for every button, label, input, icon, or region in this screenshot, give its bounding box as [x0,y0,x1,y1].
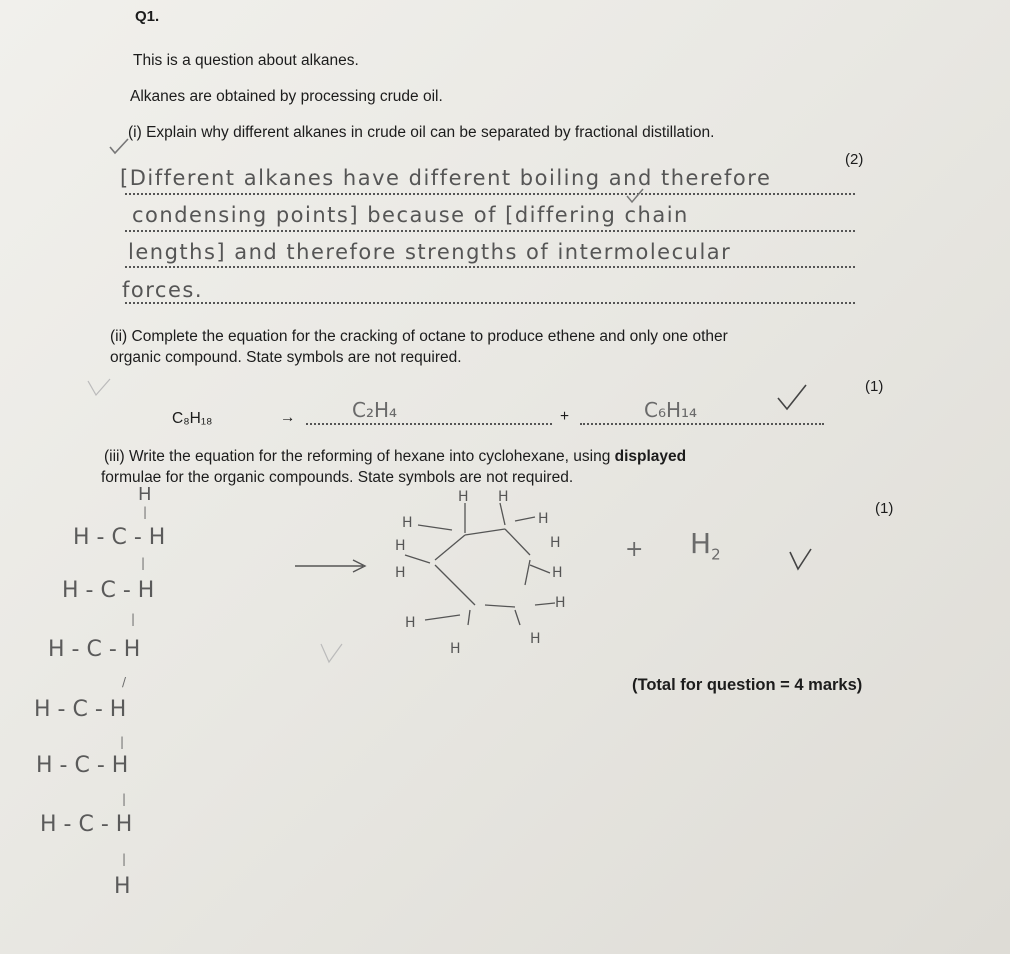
handwritten-answer-line-2: condensing points] because of [differing chain [132,203,689,227]
part-ii-prompt-line-2: organic compound. State symbols are not required. [110,349,462,366]
svg-text:H: H [402,515,413,531]
handwritten-answer-line-3: lengths] and therefore strengths of intermolecular [128,240,732,264]
bond: / [122,675,127,689]
part-ii-prompt-line-1: (ii) Complete the equation for the cracking of octane to produce ethene and only one other [110,328,728,345]
svg-text:H: H [550,535,561,551]
tick-mark-icon [108,137,130,157]
handwritten-product-2: C₆H₁₄ [644,398,698,422]
intro-text-2: Alkanes are obtained by processing crude oil. [130,88,443,105]
answer-blank-1 [306,423,552,425]
svg-text:H: H [395,538,406,554]
answer-line [125,193,855,195]
bond: | [122,852,127,866]
tick-mark-icon [625,187,645,205]
hexane-row-4: H - C - H [34,697,127,722]
answer-blank-2 [580,423,824,425]
handwritten-answer-line-4: forces. [122,278,203,302]
intro-text-1: This is a question about alkanes. [133,52,359,69]
svg-text:H: H [538,511,549,527]
bond: | [122,792,127,806]
svg-text:H: H [395,565,406,581]
handwritten-answer-line-1: [Different alkanes have different boiling and therefore [120,166,772,190]
tick-mark-icon [787,546,813,572]
plus-sign-handwritten: + [625,537,644,562]
hexane-row-5: H - C - H [36,753,129,778]
part-iii-prompt-line-2: formulae for the organic compounds. State symbols are not required. [101,469,574,486]
svg-text:H: H [458,489,469,505]
faint-mark-icon [318,640,344,666]
part-iii-prompt-line-1 [104,448,686,466]
cyclohexane-structure-icon [390,485,580,660]
svg-text:H: H [450,641,461,657]
tick-mark-icon [775,382,809,412]
hydrogen-formula [690,527,721,564]
hexane-row-2: H - C - H [62,578,155,603]
bond: | [143,505,148,519]
bond: | [120,735,125,749]
part-ii-marks: (1) [865,378,884,395]
hydrogen-subscript: 2 [711,545,721,564]
svg-text:H: H [530,631,541,647]
hexane-bottom-h: H [114,874,131,899]
answer-line [125,302,855,304]
hexane-row-6: H - C - H [40,812,133,837]
svg-text:H: H [405,615,416,631]
part-i-prompt: (i) Explain why different alkanes in crude oil can be separated by fractional distillation. [128,124,715,141]
prompt-bold-word: displayed [614,448,687,465]
svg-text:H: H [498,489,509,505]
hexane-top-h: H [138,484,152,505]
answer-line [125,266,855,268]
part-iii-marks: (1) [875,500,894,517]
plus-sign: + [560,408,570,425]
hexane-row-1: H - C - H [73,525,166,550]
prompt-text: (iii) Write the equation for the reforming of hexane into cyclohexane, using [104,448,615,465]
hydrogen-symbol: H [690,527,712,560]
handwritten-product-1: C₂H₄ [352,398,398,422]
question-number: Q1. [135,8,160,25]
svg-text:H: H [555,595,566,611]
bond: | [141,556,146,570]
reactant-formula: C₈H₁₈ [172,410,213,427]
reaction-arrow: → [280,409,296,426]
answer-line [125,230,855,232]
hexane-row-3: H - C - H [48,637,141,662]
faint-mark-icon [86,375,112,399]
total-marks: (Total for question = 4 marks) [632,676,863,694]
svg-text:H: H [552,565,563,581]
reaction-arrow-icon [293,558,369,574]
part-i-marks: (2) [845,151,864,168]
bond: | [131,612,136,626]
